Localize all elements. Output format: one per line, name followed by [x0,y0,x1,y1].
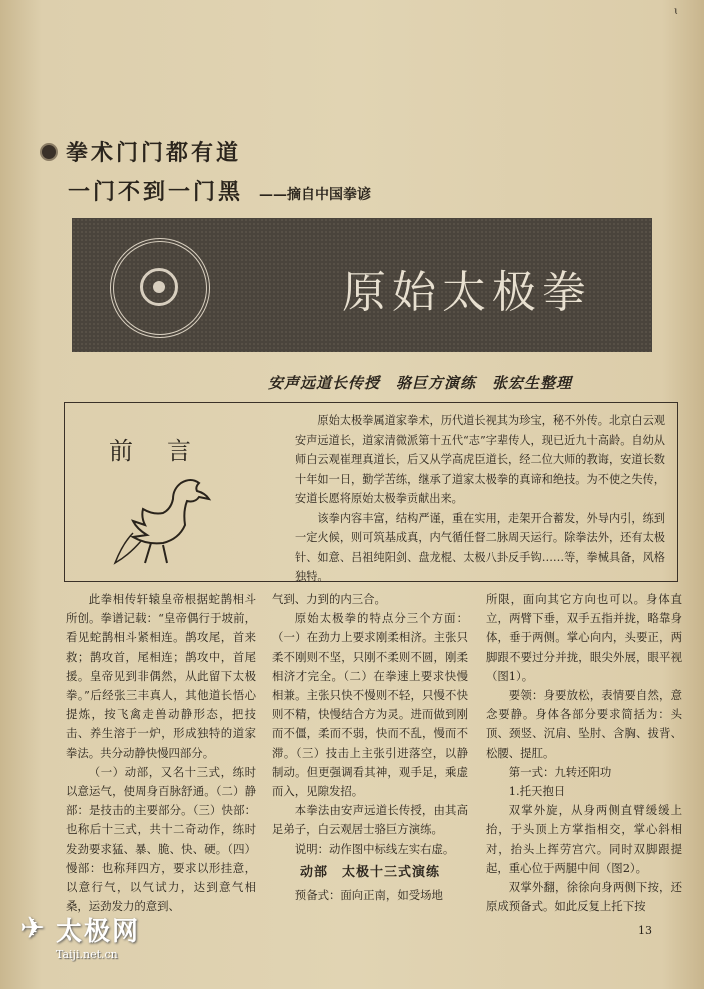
title-banner [72,218,652,352]
watermark-url: Taiji.net.cn [56,948,118,961]
body-paragraph: 第一式：九转还阳功 [508,764,612,779]
body-paragraph: 双掌外翻，徐徐向身两侧下按，还原成预备式。如此反复上托下按 [486,880,682,914]
proverb-source: ——摘自中国拳谚 [259,187,372,203]
body-paragraph: 双掌外旋，从身两侧直臂缓缓上抬，于头顶上方掌指相交，掌心斜相对，抬头上挥劳宫穴。同时双脚跟提起，重心位于两腿中间（图2）。 [486,803,682,875]
body-paragraph: 气到、力到的内三合。 [272,592,386,606]
preface-paragraph: 该拳内容丰富，结构严谨，重在实用，走架开合蓄发，外导内引，练到一定火候，则可筑基成真，内气循任督二脉周天运行。除拳法外，还有太极针、如意、吕祖纯阳剑、盘龙棍、太极八卦反手钩……等，拳械具备，风格独特。 [295,511,665,583]
proverb-line-1 [40,136,371,167]
bullet-icon [40,143,58,161]
preface-box [64,402,678,582]
preface-paragraph: 原始太极拳属道家拳术，历代道长视其为珍宝，秘不外传。北京白云观安声远道长，道家清微派第十五代“志”字辈传人，现已近九十高龄。自幼从师白云观崔理真道长，后又从学高虎臣道长，经二位大师的教诲，安道长数十年如一日，勤学苦练，继承了道家太极拳的真谛和绝技。为不使之失传，安道长愿将原始太极拳贡献出来。 [295,414,665,505]
body-paragraph: （一）动部，又名十三式，练时以意运气，使周身百脉舒通。（二）静部：是技击的主要部分。（三）快部：也称后十三式，共十二奇动作，练时发劲要求猛、暴、脆、快、硬。（四）慢部：也称拜四方，要求以形挂意，以意行气，以气试力，达到意气相桑，运劲发力的意到、 [66,764,256,914]
page-number: 13 [638,924,652,937]
body-paragraph: 本拳法由安声远道长传授，由其高足弟子，白云观居士骆巨方演练。 [272,803,468,837]
coin-emblem-icon [110,238,210,338]
body-paragraph: 1.托天抱日 [508,784,566,799]
proverb-line-2-text: 一门不到一门黑 [68,179,244,205]
preface-title: 前言 [109,437,225,465]
body-paragraph: 所限，面向其它方向也可以。身体直立，两臂下垂，双手五指并拢，略靠身体，垂于两侧。掌心向内，头要正，两脚跟不要过分并拢，眼尖外展，眼平视（图1）。 [486,592,682,683]
corner-mark: ɩ [674,6,678,17]
body-paragraph: 原始太极拳的特点分三个方面：（一）在劲力上要求刚柔相济。主张只柔不刚则不坚，只刚不柔则不圆，刚柔相济才完全。（二）在拳速上要求快慢相兼。主张只快不慢则不轻，只慢不快则不精，快慢结合方为灵。进而做到刚而不僵，柔而不弱，快而不乱，慢而不滞。（三）技击上主张引进落空，以静制动。但更强调看其神，观手足，乘虚而入，见隙发招。 [272,611,468,799]
bird-illustration-icon [111,473,221,569]
logo-swirl-icon: ✈ [20,911,46,946]
body-paragraph: 预备式：面向正南，如受场地 [294,888,443,903]
body-column-3 [486,590,682,916]
credits-line: 安声远道长传授 骆巨方演练 张宏生整理 [268,374,573,392]
body-column-1 [66,590,256,916]
body-paragraph: 说明：动作图中标线左实右虚。 [294,841,455,856]
article-title: 原始太极拳 [342,267,592,318]
proverb-block [40,136,371,206]
watermark-logo [20,911,141,961]
body-column-2 [272,590,468,905]
watermark-brand: 太极网 [56,917,141,947]
preface-text [295,411,665,587]
proverb-line-1-text: 拳术门门都有道 [66,140,242,166]
proverb-line-2 [68,175,371,206]
section-heading: 动部 太极十三式演练 [299,864,440,880]
body-paragraph: 要领：身要放松，表情要自然，意念要静。身体各部分要求简括为：头顶、颈竖、沉肩、坠肘、含胸、拔背、松腰、提肛。 [486,688,682,760]
body-paragraph: 此拳相传轩辕皇帝根据蛇鹊相斗所创。拳谱记载：“皇帝偶行于坡前，看见蛇鹊相斗紧相连。鹊攻尾，首来救；鹊攻首，尾相连；鹊攻中，首尾援。皇帝见到非偶然，从此留下太极拳。”后经张三丰真人，其他道长悟心提炼，按飞禽走兽动静形态，把技击、养生溶于一炉，形成独特的道家拳法。共分动静快慢四部分。 [66,592,256,760]
